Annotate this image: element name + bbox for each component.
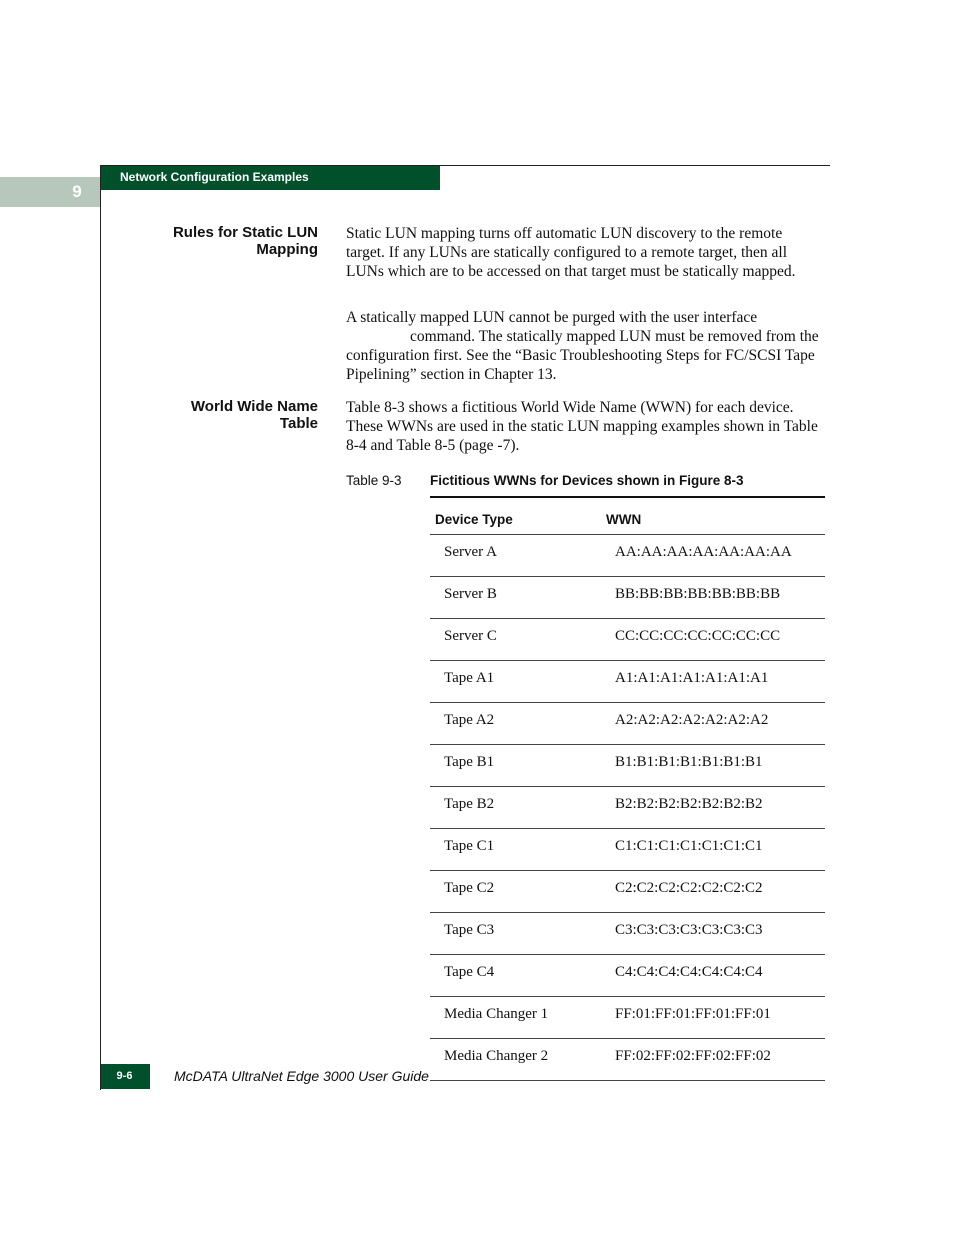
- cell-device-type: Server A: [444, 544, 497, 560]
- column-header-wwn: WWN: [606, 511, 642, 527]
- paragraph: [346, 308, 822, 384]
- cell-wwn: FF:02:FF:02:FF:02:FF:02: [615, 1048, 771, 1064]
- cell-wwn: B2:B2:B2:B2:B2:B2:B2: [615, 796, 763, 812]
- table-body: [430, 535, 825, 1081]
- cell-device-type: Tape C1: [444, 838, 495, 854]
- cell-wwn: A2:A2:A2:A2:A2:A2:A2: [615, 712, 769, 728]
- cell-device-type: Server C: [444, 628, 497, 644]
- table-row: [430, 913, 825, 955]
- cell-wwn: C1:C1:C1:C1:C1:C1:C1: [615, 838, 763, 854]
- section-heading-static-lun: [98, 224, 318, 258]
- table-caption-title: Fictitious WWNs for Devices shown in Figure 8-3: [430, 473, 744, 488]
- chapter-number: 9: [72, 182, 82, 201]
- cell-device-type: Media Changer 1: [444, 1006, 549, 1022]
- cell-device-type: Tape C3: [444, 922, 495, 938]
- cell-device-type: Tape C4: [444, 964, 495, 980]
- table-caption-number: Table 9-3: [346, 473, 402, 488]
- table-row: [430, 619, 825, 661]
- heading-line: Mapping: [256, 241, 318, 258]
- cell-wwn: AA:AA:AA:AA:AA:AA:AA: [615, 544, 792, 560]
- cell-device-type: Media Changer 2: [444, 1048, 549, 1064]
- paragraph: Table 8-3 shows a fictitious World Wide Name (WWN) for each device. These WWNs are used in the static LUN mapping examples shown in Table 8-4 and Table 8-5 (page -7).: [346, 399, 818, 454]
- table-row: [430, 535, 825, 577]
- table-row: [430, 955, 825, 997]
- cell-wwn: BB:BB:BB:BB:BB:BB:BB: [615, 586, 781, 602]
- table-row: [430, 997, 825, 1039]
- footer-page-number: 9-6: [116, 1070, 133, 1082]
- table-row: [430, 703, 825, 745]
- cell-device-type: Tape A1: [444, 670, 495, 686]
- table-header-row: [430, 497, 825, 535]
- column-header-device-type: Device Type: [435, 511, 513, 527]
- cell-wwn: C3:C3:C3:C3:C3:C3:C3: [615, 922, 763, 938]
- paragraph-text: A statically mapped LUN cannot be purged with the user interface: [346, 309, 758, 326]
- heading-line: Table: [279, 415, 318, 432]
- cell-wwn: C2:C2:C2:C2:C2:C2:C2: [615, 880, 763, 896]
- cell-device-type: Tape B2: [444, 796, 495, 812]
- cell-wwn: CC:CC:CC:CC:CC:CC:CC: [615, 628, 781, 644]
- cell-wwn: A1:A1:A1:A1:A1:A1:A1: [615, 670, 769, 686]
- running-title: Network Configuration Examples: [120, 170, 309, 184]
- paragraph-text: command. The statically mapped LUN must be removed from the configuration first. See the “Basic Troubleshooting Steps for FC/SCSI Tape Pipelining” section in Chapter 13.: [346, 328, 819, 383]
- section-heading-wwn-table: [98, 398, 318, 432]
- page-vertical-rule: [100, 165, 101, 1090]
- table-row: [430, 745, 825, 787]
- wwn-table: [430, 496, 825, 1081]
- table-row: [430, 787, 825, 829]
- table-row: [430, 829, 825, 871]
- heading-line: Rules for Static LUN: [172, 224, 318, 241]
- heading-line: World Wide Name: [190, 398, 318, 415]
- table-row: [430, 661, 825, 703]
- cell-device-type: Tape B1: [444, 754, 495, 770]
- cell-wwn: C4:C4:C4:C4:C4:C4:C4: [615, 964, 763, 980]
- table-row: [430, 1039, 825, 1081]
- table-row: [430, 577, 825, 619]
- table-row: [430, 871, 825, 913]
- cell-device-type: Server B: [444, 586, 497, 602]
- cell-device-type: Tape C2: [444, 880, 495, 896]
- cell-wwn: B1:B1:B1:B1:B1:B1:B1: [615, 754, 763, 770]
- cell-device-type: Tape A2: [444, 712, 495, 728]
- cell-wwn: FF:01:FF:01:FF:01:FF:01: [615, 1006, 771, 1022]
- paragraph: Static LUN mapping turns off automatic LUN discovery to the remote target. If any LUNs are statically configured to a remote target, then all LUNs which are to be accessed on that target must be statically mapped.: [346, 225, 796, 280]
- footer-book-title: McDATA UltraNet Edge 3000 User Guide: [174, 1068, 429, 1084]
